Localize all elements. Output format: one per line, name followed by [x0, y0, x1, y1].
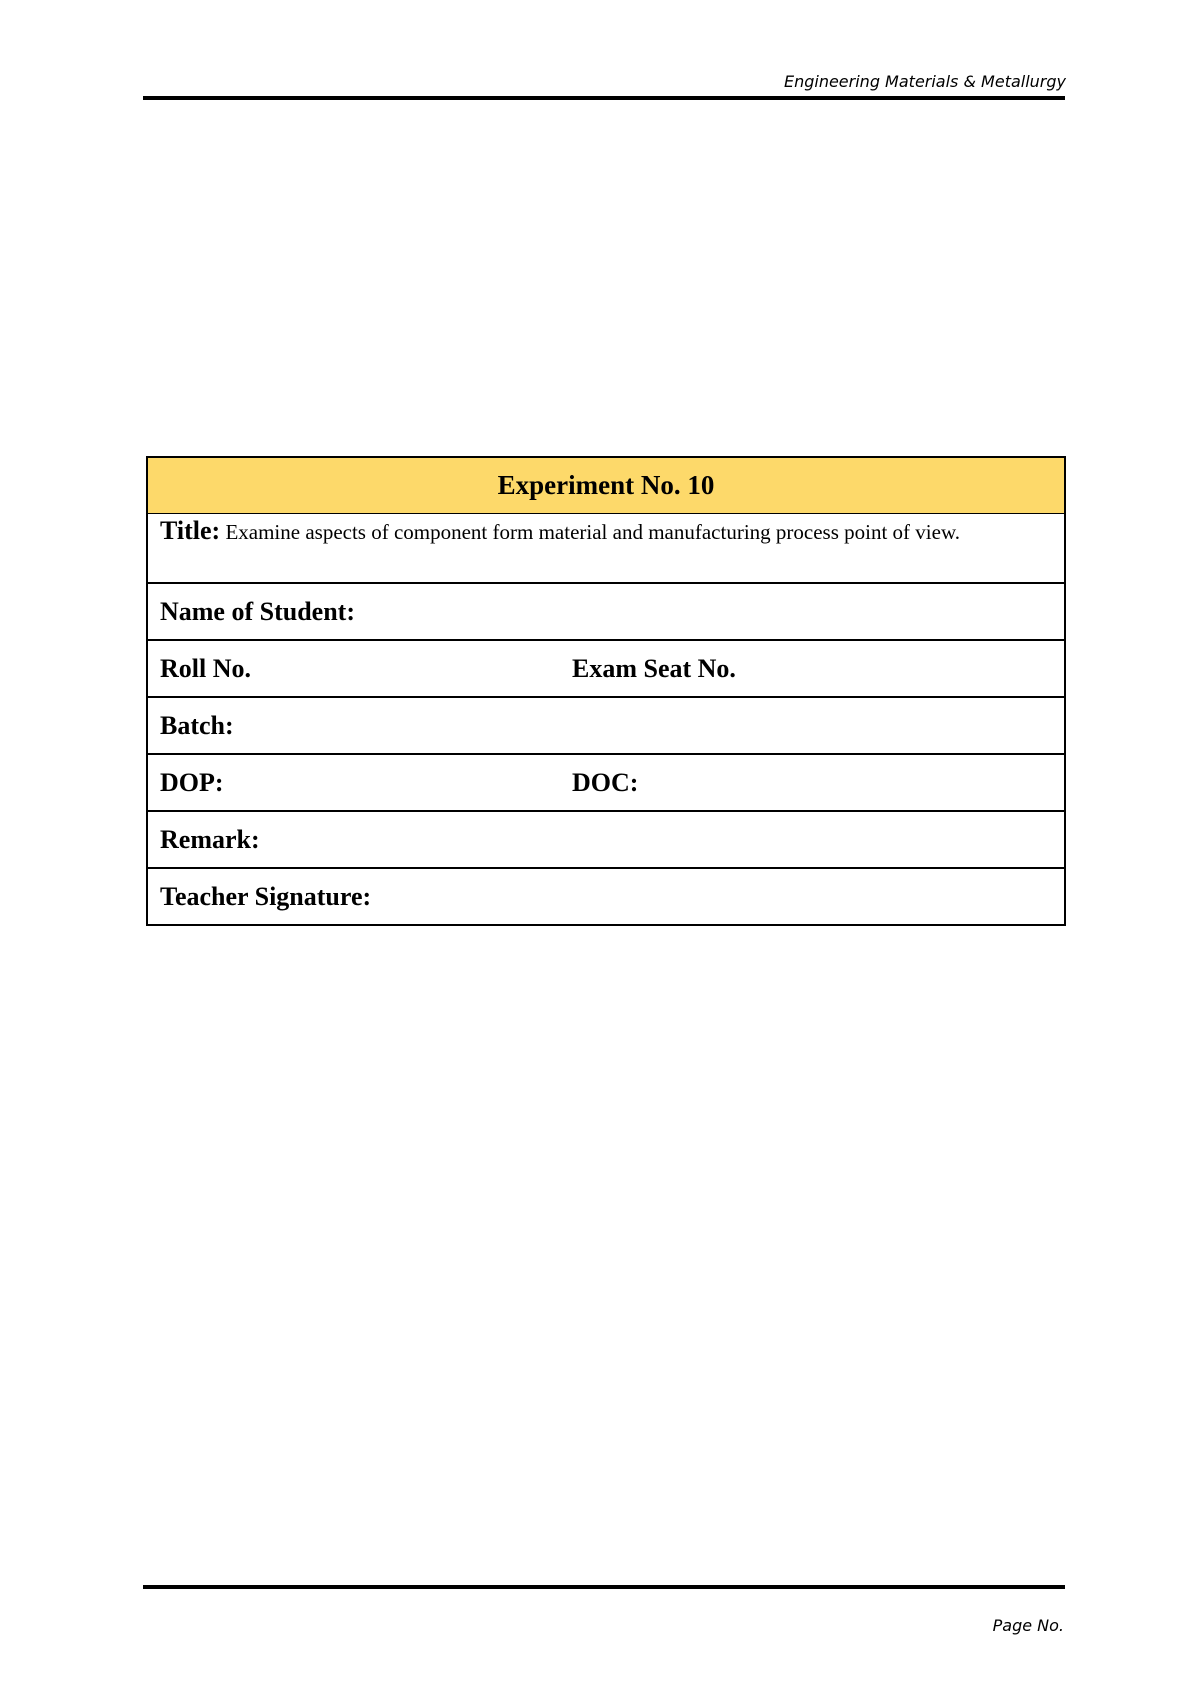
title-label: Title: — [160, 516, 221, 545]
remark-row — [147, 811, 1065, 868]
header-rule — [143, 96, 1065, 100]
teacher-signature-label: Teacher Signature: — [147, 868, 1065, 925]
student-name-label: Name of Student: — [147, 583, 1065, 640]
batch-row — [147, 697, 1065, 754]
student-name-row — [147, 583, 1065, 640]
exam-seat-label: Exam Seat No. — [572, 640, 1065, 697]
title-cell — [147, 514, 1065, 584]
footer-rule — [143, 1585, 1065, 1589]
title-text: Examine aspects of component form material and manufacturing process point of view. — [220, 520, 961, 544]
page-number-label: Page No. — [992, 1616, 1064, 1635]
course-header: Engineering Materials & Metallurgy — [783, 72, 1066, 91]
experiment-heading-row — [147, 457, 1065, 514]
teacher-signature-row — [147, 868, 1065, 925]
experiment-heading: Experiment No. 10 — [147, 457, 1065, 514]
experiment-cover-table — [146, 456, 1066, 926]
dop-label: DOP: — [147, 754, 572, 811]
doc-label: DOC: — [572, 754, 1065, 811]
title-row — [147, 514, 1065, 584]
roll-no-label: Roll No. — [147, 640, 572, 697]
dop-doc-row — [147, 754, 1065, 811]
roll-seat-row — [147, 640, 1065, 697]
remark-label: Remark: — [147, 811, 1065, 868]
batch-label: Batch: — [147, 697, 1065, 754]
